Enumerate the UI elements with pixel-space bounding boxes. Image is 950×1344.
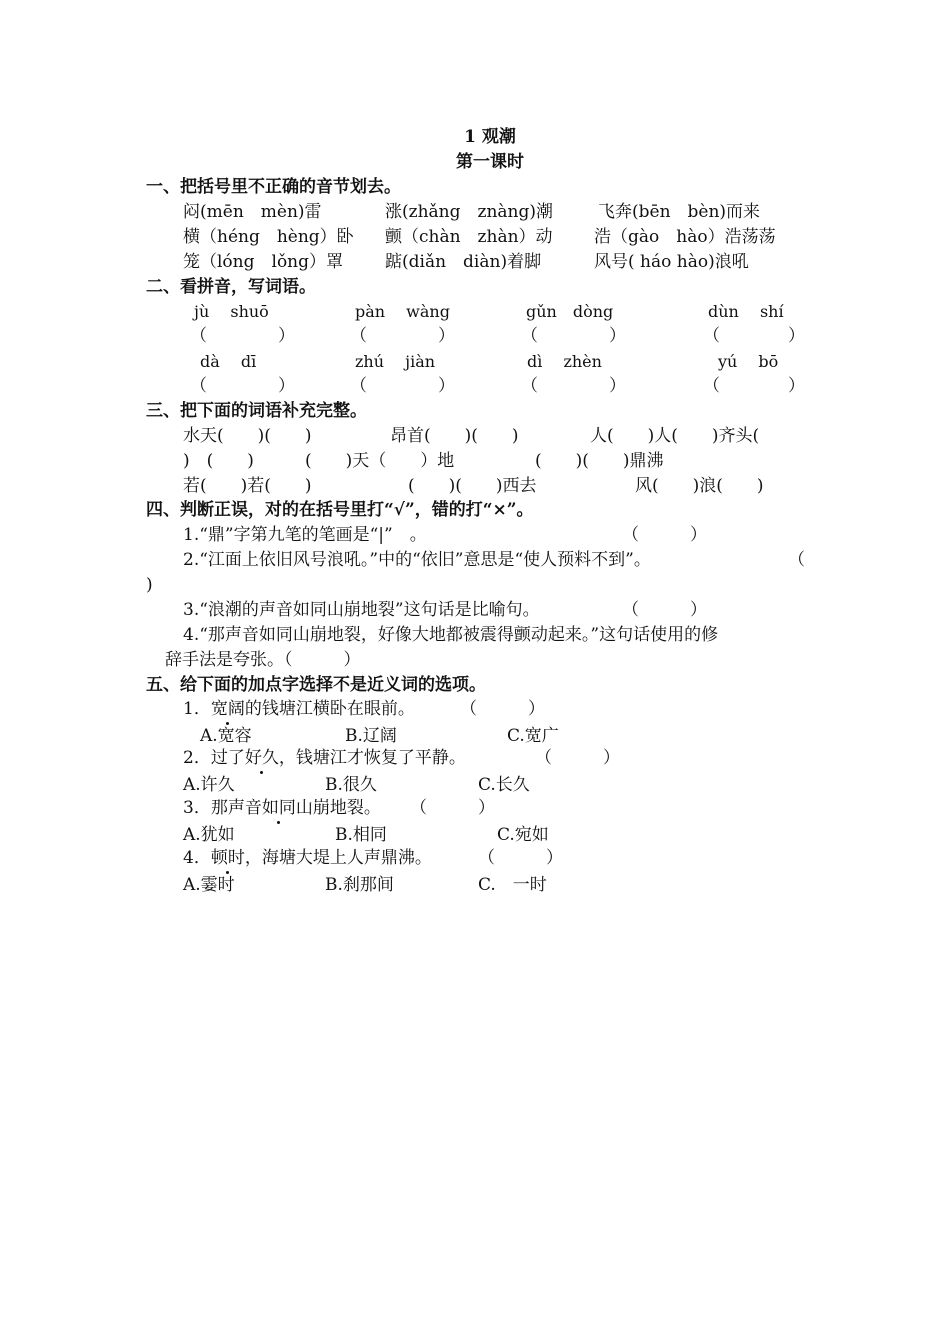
option-b[interactable]: B.很久 bbox=[325, 775, 377, 795]
option-b[interactable]: B.相同 bbox=[335, 825, 387, 845]
option-c[interactable]: C.宽广 bbox=[507, 726, 559, 746]
pinyin-item: 浩（gào hào）浩荡荡 bbox=[594, 227, 776, 247]
answer-blank[interactable]: （ ） bbox=[410, 798, 495, 818]
pinyin-item: 闷(mēn mèn)雷 bbox=[183, 202, 322, 222]
judge-question-3: 3.“浪潮的声音如同山崩地裂”这句话是比喻句。 bbox=[183, 600, 540, 620]
answer-blank[interactable]: （ ） bbox=[478, 848, 563, 868]
idiom-fill[interactable]: 人( )人( )齐头( bbox=[590, 426, 760, 446]
answer-blank-close: ） bbox=[278, 326, 295, 346]
answer-blank[interactable]: （ ） bbox=[622, 600, 707, 620]
answer-blank-close: ） bbox=[438, 376, 455, 396]
answer-blank[interactable]: （ ） bbox=[622, 525, 707, 545]
option-a[interactable]: A.宽容 bbox=[200, 726, 252, 746]
answer-blank-open[interactable]: （ bbox=[703, 326, 720, 346]
idiom-fill[interactable]: 昂首( )( ) bbox=[390, 426, 519, 446]
dotted-emphasis: 宽阔 bbox=[210, 699, 245, 719]
choice-question-4 bbox=[183, 846, 432, 870]
idiom-fill[interactable]: ( )天（ ）地 bbox=[305, 451, 455, 471]
section-1-heading: 一、把括号里不正确的音节划去。 bbox=[146, 177, 401, 197]
pinyin-item: 笼（lóng lǒng）罩 bbox=[183, 252, 344, 272]
pinyin-item: 飞奔(bēn bèn)而来 bbox=[598, 202, 761, 222]
question-text: 山崩地裂。 bbox=[295, 798, 381, 818]
section-3-heading: 三、把下面的词语补充完整。 bbox=[146, 401, 367, 421]
answer-blank-open[interactable]: （ bbox=[350, 326, 367, 346]
dotted-emphasis: 如同 bbox=[261, 798, 296, 818]
choice-question-1 bbox=[183, 697, 415, 721]
option-c[interactable]: C.长久 bbox=[478, 775, 530, 795]
answer-blank-open[interactable]: （ bbox=[190, 326, 207, 346]
judge-question-1: 1.“鼎”字第九笔的笔画是“|” 。 bbox=[183, 525, 427, 545]
dotted-emphasis: 顿时 bbox=[210, 848, 245, 868]
pinyin-item: 涨(zhǎng znàng)潮 bbox=[385, 202, 554, 222]
section-4-heading: 四、判断正误，对的在括号里打“√”，错的打“×”。 bbox=[146, 500, 534, 520]
answer-blank-close: ) bbox=[146, 575, 153, 595]
option-a[interactable]: A.犹如 bbox=[183, 825, 235, 845]
answer-blank-close: ） bbox=[609, 326, 626, 346]
judge-question-4-line2[interactable]: 辞手法是夸张。（ ） bbox=[165, 650, 361, 670]
pinyin-item: 踮(diǎn diàn)着脚 bbox=[385, 252, 542, 272]
idiom-fill[interactable]: 若( )若( ) bbox=[183, 476, 312, 496]
question-text: ，海塘大堤上人声鼎沸。 bbox=[244, 848, 432, 868]
section-2-heading: 二、看拼音，写词语。 bbox=[146, 277, 316, 297]
idiom-fill[interactable]: ( )( )西去 bbox=[408, 476, 537, 496]
question-text: 的钱塘江横卧在眼前。 bbox=[244, 699, 415, 719]
dotted-emphasis: 好久 bbox=[244, 748, 279, 768]
pinyin-item: 横（héng hèng）卧 bbox=[183, 227, 354, 247]
answer-blank-open[interactable]: （ bbox=[190, 376, 207, 396]
option-b[interactable]: B.刹那间 bbox=[325, 875, 394, 895]
idiom-fill[interactable]: 水天( )( ) bbox=[183, 426, 312, 446]
idiom-fill[interactable]: 风( )浪( ) bbox=[635, 476, 764, 496]
answer-blank-open[interactable]: （ bbox=[350, 376, 367, 396]
answer-blank-open[interactable]: （ bbox=[788, 550, 805, 570]
answer-blank-close: ） bbox=[788, 376, 805, 396]
pinyin-item: 风号( háo hào)浪吼 bbox=[594, 252, 749, 272]
pinyin-prompt: gǔn dòng bbox=[526, 302, 614, 321]
idiom-fill[interactable]: ) ( ) bbox=[183, 451, 254, 471]
section-5-heading: 五、给下面的加点字选择不是近义词的选项。 bbox=[146, 675, 486, 695]
pinyin-prompt: dùn shí bbox=[708, 302, 784, 321]
option-c[interactable]: C.宛如 bbox=[497, 825, 549, 845]
option-c[interactable]: C. 一时 bbox=[478, 875, 547, 895]
pinyin-prompt: jù shuō bbox=[194, 302, 269, 321]
judge-question-4-line1: 4.“那声音如同山崩地裂，好像大地都被震得颤动起来。”这句话使用的修 bbox=[183, 625, 719, 645]
question-text: ，钱塘江才恢复了平静。 bbox=[278, 748, 466, 768]
pinyin-prompt: zhú jiàn bbox=[355, 352, 436, 371]
question-number: 4． bbox=[183, 848, 211, 868]
pinyin-prompt: yú bō bbox=[718, 352, 779, 371]
choice-question-3 bbox=[183, 796, 381, 820]
idiom-fill[interactable]: ( )( )鼎沸 bbox=[535, 451, 664, 471]
option-b[interactable]: B.辽阔 bbox=[345, 726, 397, 746]
answer-blank-close: ） bbox=[788, 326, 805, 346]
pinyin-prompt: pàn wàng bbox=[355, 302, 450, 321]
answer-blank-open[interactable]: （ bbox=[521, 376, 538, 396]
pinyin-item: 颤（chàn zhàn）动 bbox=[385, 227, 553, 247]
pinyin-prompt: dì zhèn bbox=[527, 352, 602, 371]
choice-question-2 bbox=[183, 746, 466, 770]
answer-blank-open[interactable]: （ bbox=[521, 326, 538, 346]
answer-blank[interactable]: （ ） bbox=[535, 748, 620, 768]
question-number: 1． bbox=[183, 699, 211, 719]
answer-blank-close: ） bbox=[278, 376, 295, 396]
question-text: 2．过了 bbox=[183, 748, 245, 768]
page-subtitle: 第一课时 bbox=[456, 152, 524, 172]
answer-blank-open[interactable]: （ bbox=[703, 376, 720, 396]
judge-question-2: 2.“江面上依旧风号浪吼。”中的“依旧”意思是“使人预料不到”。 bbox=[183, 550, 651, 570]
pinyin-prompt: dà dī bbox=[200, 352, 257, 371]
page-title: 1 观潮 bbox=[464, 127, 516, 147]
option-a[interactable]: A.许久 bbox=[183, 775, 235, 795]
option-a[interactable]: A.霎时 bbox=[183, 875, 235, 895]
answer-blank-close: ） bbox=[438, 326, 455, 346]
question-text: 3．那声音 bbox=[183, 798, 262, 818]
answer-blank-close: ） bbox=[609, 376, 626, 396]
answer-blank[interactable]: （ ） bbox=[460, 699, 545, 719]
